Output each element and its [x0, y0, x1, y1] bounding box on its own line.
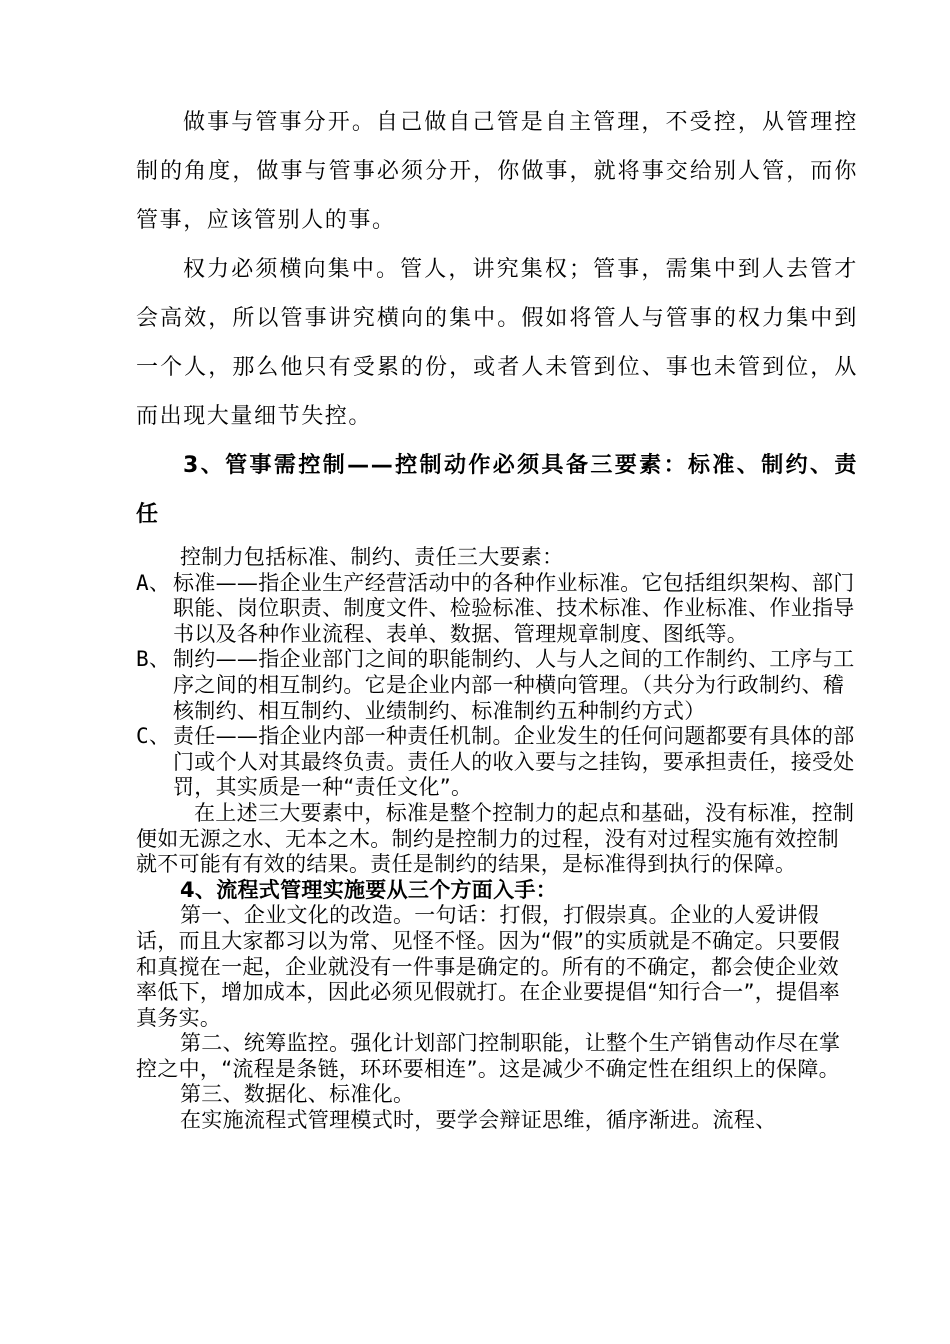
list-item-standard: [136, 571, 858, 648]
paragraph-horizontal-power: 权力必须横向集中。管人，讲究集权；管事，需集中到人去管才会高效，所以管事讲究横向的集中。假如将管人与管事的权力集中到一个人，那么他只有受累的份，或者人未管到位、事也未管到位，从而出现大量细节失控。: [136, 257, 858, 429]
closing-paragraph: 在实施流程式管理模式时，要学会辩证思维，循序渐进。流程、: [180, 1108, 777, 1133]
step-1-paragraph: 第一、企业文化的改造。一句话：打假，打假崇真。企业的人爱讲假话，而且大家都习以为常、见怪不怪。因为“假”的实质就是不确定。只要假和真搅在一起，企业就没有一件事是确定的。所有的不确定，都会使企业效率低下，增加成本，因此必须见假就打。在企业要提倡“知行合一”，提倡率真务实。: [136, 903, 840, 1030]
list-item-text: 制约——指企业部门之间的职能制约、人与人之间的工作制约、工序与工序之间的相互制约。它是企业内部一种横向管理。（共分为行政制约、稽核制约、相互制约、业绩制约、标准制约五种制约方式）: [173, 647, 855, 723]
paragraph-separate-doing-managing: 做事与管事分开。自己做自己管是自主管理，不受控，从管理控制的角度，做事与管事必须分开，你做事，就将事交给别人管，而你管事，应该管别人的事。: [136, 110, 858, 233]
summary-paragraph: 在上述三大要素中，标准是整个控制力的起点和基础，没有标准，控制便如无源之水、无本之木。制约是控制力的过程，没有对过程实施有效控制就不可能有有效的结果。责任是制约的结果，是标准得到执行的保障。: [136, 800, 855, 877]
step-3-paragraph: 第三、数据化、标准化。: [180, 1082, 415, 1107]
section-heading-4: 4、流程式管理实施要从三个方面入手：: [180, 877, 558, 902]
list-marker: C、: [136, 724, 171, 749]
list-marker: B、: [136, 647, 171, 672]
control-elements-section: [136, 545, 858, 1134]
list-item-text: 责任——指企业内部一种责任机制。企业发生的任何问题都要有具体的部门或个人对其最终负责。责任人的收入要与之挂钩，要承担责任，接受处罚，其实质是一种“责任文化”。: [173, 724, 855, 800]
list-item-text: 标准——指企业生产经营活动中的各种作业标准。它包括组织架构、部门职能、岗位职责、制度文件、检验标准、技术标准、作业标准、作业指导书以及各种作业流程、表单、数据、管理规章制度、图纸等。: [173, 570, 855, 646]
intro-text: 控制力包括标准、制约、责任三大要素：: [180, 545, 564, 569]
list-item-responsibility: [136, 724, 858, 801]
list-marker: A、: [136, 570, 171, 595]
section-heading-3: 3、管事需控制——控制动作必须具备三要素：标准、制约、责任: [136, 453, 858, 527]
list-item-constraint: [136, 647, 858, 724]
step-2-paragraph: 第二、统筹监控。强化计划部门控制职能，让整个生产销售动作尽在掌控之中，“流程是条链，环环要相连”。这是减少不确定性在组织上的保障。: [136, 1031, 841, 1081]
